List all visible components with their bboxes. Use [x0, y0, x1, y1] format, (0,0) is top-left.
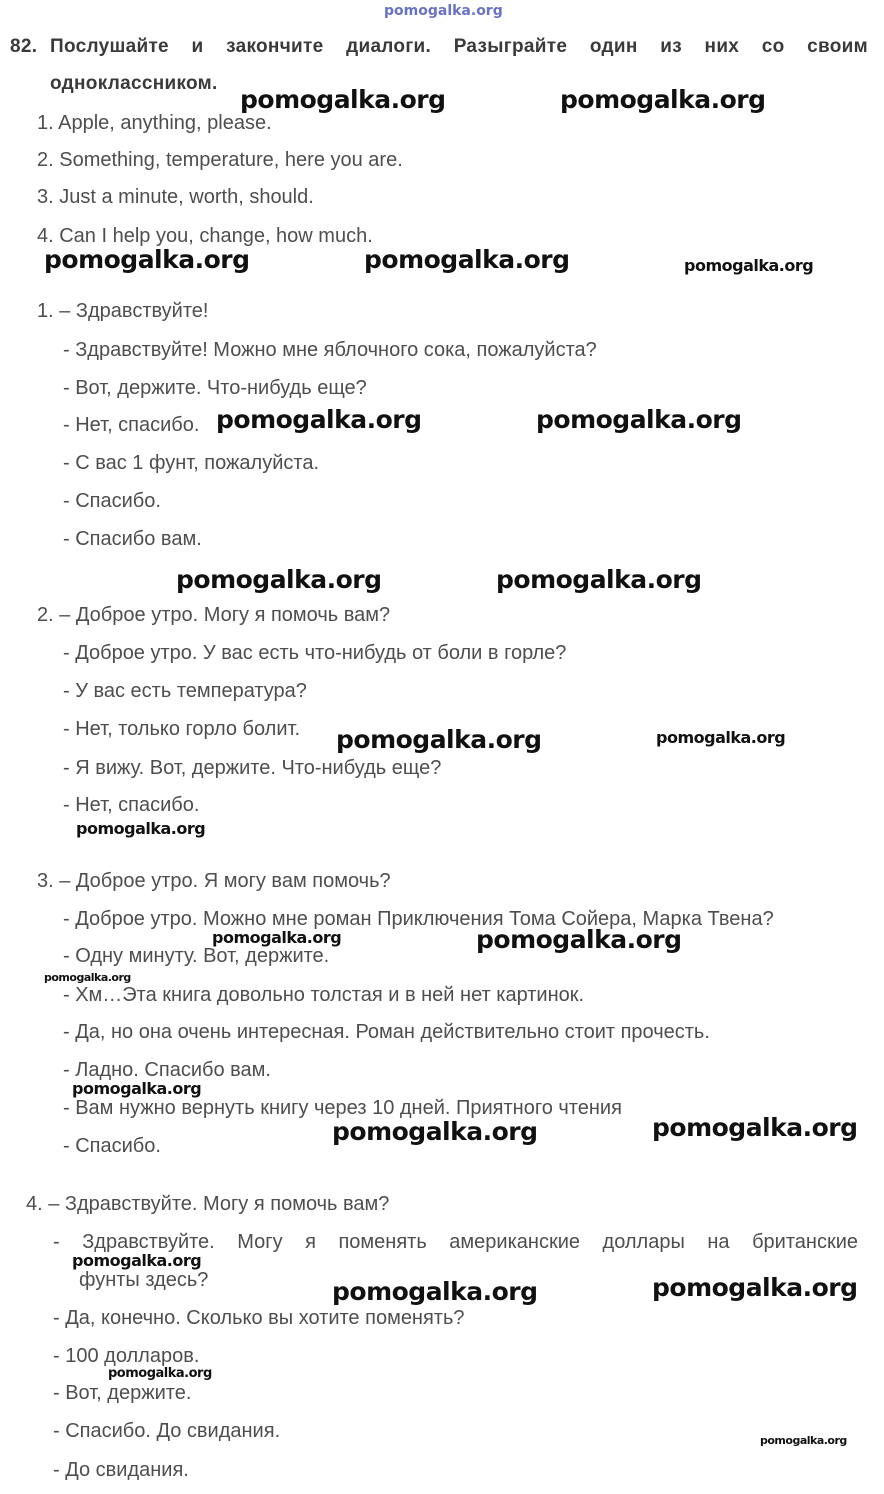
dialog4-line1b: фунты здесь? [79, 1269, 209, 1291]
dialog1-line: - Спасибо вам. [63, 528, 202, 550]
watermark: pomogalka.org [684, 256, 814, 275]
dialog4-line: - До свидания. [53, 1459, 189, 1481]
dialog2-opener: 2. – Доброе утро. Могу я помочь вам? [37, 604, 391, 626]
prompt-1: 1. Apple, anything, please. [37, 112, 272, 134]
watermark: pomogalka.org [72, 1251, 202, 1270]
dialog4-opener: 4. – Здравствуйте. Могу я помочь вам? [26, 1193, 390, 1215]
watermark: pomogalka.org [364, 245, 570, 274]
dialog4-line: - Спасибо. До свидания. [53, 1420, 281, 1442]
dialog4-line1a: - Здравствуйте. Могу я поменять американские доллары на британские [53, 1231, 858, 1253]
dialog3-opener: 3. – Доброе утро. Я могу вам помочь? [37, 870, 391, 892]
watermark: pomogalka.org [212, 928, 342, 947]
watermark: pomogalka.org [656, 728, 786, 747]
watermark: pomogalka.org [760, 1434, 847, 1447]
header-watermark: pomogalka.org [384, 3, 503, 19]
dialog3-line: - Хм…Эта книга довольно толстая и в ней нет картинок. [63, 984, 585, 1006]
watermark: pomogalka.org [652, 1113, 858, 1142]
dialog2-line: - У вас есть температура? [63, 680, 307, 702]
dialog1-line: - Здравствуйте! Можно мне яблочного сока, пожалуйста? [63, 339, 597, 361]
watermark: pomogalka.org [240, 85, 446, 114]
exercise-number: 82. [10, 36, 38, 57]
dialog4-line: - Вот, держите. [53, 1382, 192, 1404]
dialog2-line: - Нет, спасибо. [63, 794, 200, 816]
dialog4-line: - Да, конечно. Сколько вы хотите поменять? [53, 1307, 465, 1329]
watermark: pomogalka.org [108, 1366, 212, 1381]
dialog3-line: - Да, но она очень интересная. Роман действительно стоит прочесть. [63, 1021, 710, 1043]
dialog1-opener: 1. – Здравствуйте! [37, 300, 209, 322]
dialog3-line: - Спасибо. [63, 1135, 161, 1157]
dialog4-line: - 100 долларов. [53, 1345, 200, 1367]
watermark: pomogalka.org [536, 405, 742, 434]
dialog3-line: - Вам нужно вернуть книгу через 10 дней. Приятного чтения [63, 1097, 622, 1119]
watermark: pomogalka.org [332, 1277, 538, 1306]
watermark: pomogalka.org [496, 565, 702, 594]
dialog1-line: - С вас 1 фунт, пожалуйста. [63, 452, 319, 474]
dialog1-line: - Вот, держите. Что-нибудь еще? [63, 377, 367, 399]
watermark: pomogalka.org [332, 1117, 538, 1146]
dialog2-line: - Доброе утро. У вас есть что-нибудь от боли в горле? [63, 642, 567, 664]
dialog2-line: - Я вижу. Вот, держите. Что-нибудь еще? [63, 757, 442, 779]
watermark: pomogalka.org [336, 725, 542, 754]
watermark: pomogalka.org [44, 245, 250, 274]
prompt-2: 2. Something, temperature, here you are. [37, 149, 403, 171]
dialog3-line: - Одну минуту. Вот, держите. [63, 945, 330, 967]
watermark: pomogalka.org [76, 819, 206, 838]
dialog3-line: - Ладно. Спасибо вам. [63, 1059, 271, 1081]
exercise-title-line1: Послушайте и закончите диалоги. Разыграйте один из них со своим [50, 36, 868, 57]
dialog3-line: - Доброе утро. Можно мне роман Приключения Тома Сойера, Марка Твена? [63, 908, 774, 930]
watermark: pomogalka.org [652, 1273, 858, 1302]
exercise-title-line2: одноклассником. [50, 73, 218, 94]
dialog1-line: - Спасибо. [63, 490, 161, 512]
watermark: pomogalka.org [476, 925, 682, 954]
watermark: pomogalka.org [560, 85, 766, 114]
prompt-3: 3. Just a minute, worth, should. [37, 186, 314, 208]
watermark: pomogalka.org [176, 565, 382, 594]
watermark: pomogalka.org [44, 971, 131, 984]
dialog2-line: - Нет, только горло болит. [63, 718, 301, 740]
watermark: pomogalka.org [216, 405, 422, 434]
dialog1-line: - Нет, спасибо. [63, 414, 200, 436]
prompt-4: 4. Can I help you, change, how much. [37, 225, 373, 247]
watermark: pomogalka.org [72, 1079, 202, 1098]
